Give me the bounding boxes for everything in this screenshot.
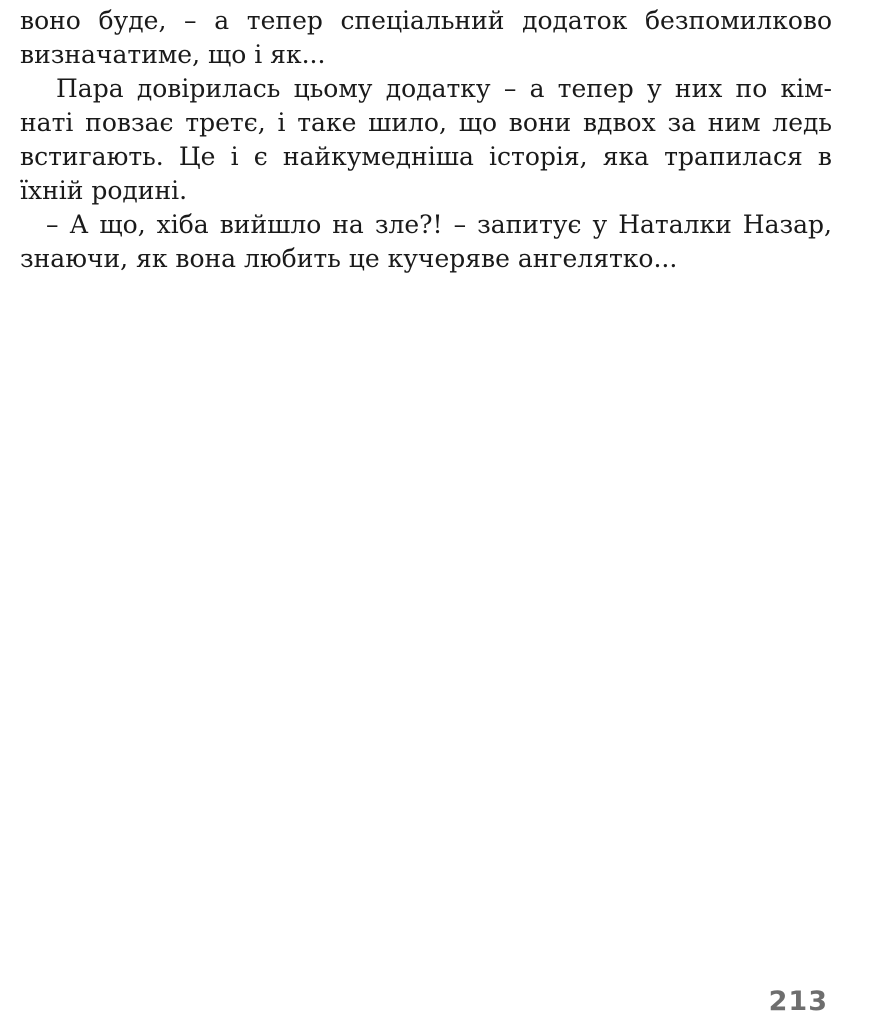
text-line: встигають. Це і є найкумедніша історія, яка трапилася в xyxy=(20,142,832,171)
text-line: воно буде, – а тепер спеціальний додаток безпомилково xyxy=(20,6,832,35)
page-number: 213 xyxy=(768,986,828,1017)
text-line: їхній родині. xyxy=(20,176,188,205)
text-line: знаючи, як вона любить це кучеряве ангелятко... xyxy=(20,244,678,273)
text-line: – А що, хіба вийшло на зле?! – запитує у Наталки Назар, xyxy=(46,210,832,239)
text-line: визначатиме, що і як... xyxy=(20,40,326,69)
text-line: наті повзає третє, і таке шило, що вони вдвох за ним ледь xyxy=(20,108,832,137)
text-line: Пара довірилась цьому додатку – а тепер у них по кім- xyxy=(56,74,832,103)
body-text xyxy=(20,4,832,276)
